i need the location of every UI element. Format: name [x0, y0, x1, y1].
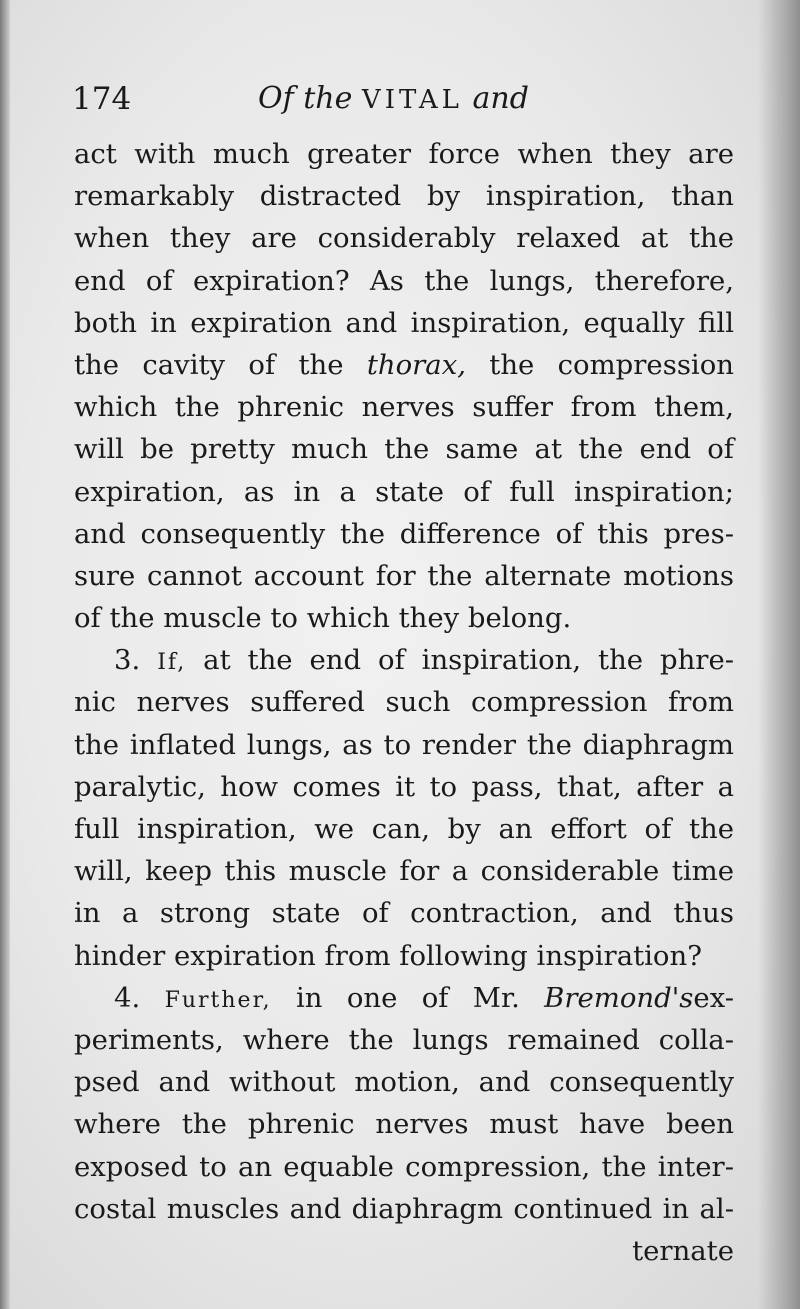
catchword: ternate: [632, 1234, 734, 1267]
text-line: act with much greater force when they are: [74, 138, 734, 170]
italic-name: Bremond's: [544, 981, 694, 1014]
text-line: paralytic, how comes it to pass, that, after a: [74, 770, 734, 803]
page-edge-left: [0, 0, 10, 1309]
text-line: periments, where the lungs remained colla-: [74, 1023, 734, 1056]
text-line: [74, 344, 734, 386]
body-text: [74, 133, 734, 1272]
page-edge-right: [758, 0, 800, 1309]
running-title: [258, 74, 529, 125]
text-span: the compression: [489, 348, 734, 381]
text-line: nic nerves suffered such compression from: [74, 686, 734, 719]
text-line: where the phrenic nerves must have been: [74, 1108, 734, 1141]
text-line: which the phrenic nerves suffer from them,: [74, 391, 734, 424]
text-line: when they are considerably relaxed at the: [74, 222, 734, 255]
text-span: ex-: [693, 981, 735, 1014]
paragraph-number: 4.: [114, 981, 141, 1014]
running-title-part1: Of the: [258, 81, 353, 116]
text-span: the cavity of the: [74, 348, 344, 381]
italic-term: thorax,: [366, 348, 466, 381]
running-title-part3: and: [472, 81, 529, 116]
running-title-part2: VITAL: [361, 85, 463, 115]
text-span: in one of Mr.: [296, 981, 520, 1014]
text-line: and consequently the difference of this pres-: [74, 517, 734, 550]
text-line: sure cannot account for the alternate motions: [74, 559, 734, 592]
text-line: will be pretty much the same at the end of: [74, 433, 734, 466]
small-caps-word: If,: [157, 650, 187, 676]
text-line: exposed to an equable compression, the inter-: [74, 1150, 734, 1183]
text-line: of the muscle to which they belong.: [74, 602, 572, 635]
text-line: both in expiration and inspiration, equally fill: [74, 306, 734, 339]
text-line: costal muscles and diaphragm continued in al-: [74, 1192, 734, 1225]
running-header: [72, 74, 732, 124]
paragraph-number: 3.: [114, 644, 141, 677]
small-caps-word: Further,: [164, 987, 272, 1013]
text-line: psed and without motion, and consequently: [74, 1066, 734, 1099]
page-number: 174: [72, 81, 132, 117]
text-line: the inflated lungs, as to render the diaphragm: [74, 728, 734, 761]
paragraph-4-start: [74, 977, 734, 1019]
text-line: will, keep this muscle for a considerable time: [74, 855, 734, 888]
text-line: remarkably distracted by inspiration, than: [74, 180, 734, 213]
text-line: hinder expiration from following inspiration?: [74, 939, 702, 972]
text-line: full inspiration, we can, by an effort of the: [74, 813, 734, 845]
text-line: in a strong state of contraction, and thus: [74, 897, 734, 930]
text-line: end of expiration? As the lungs, therefore,: [74, 264, 734, 297]
text-span: at the end of inspiration, the phre-: [203, 644, 735, 677]
paragraph-3-start: [74, 639, 734, 681]
text-line: expiration, as in a state of full inspiration;: [74, 475, 734, 508]
